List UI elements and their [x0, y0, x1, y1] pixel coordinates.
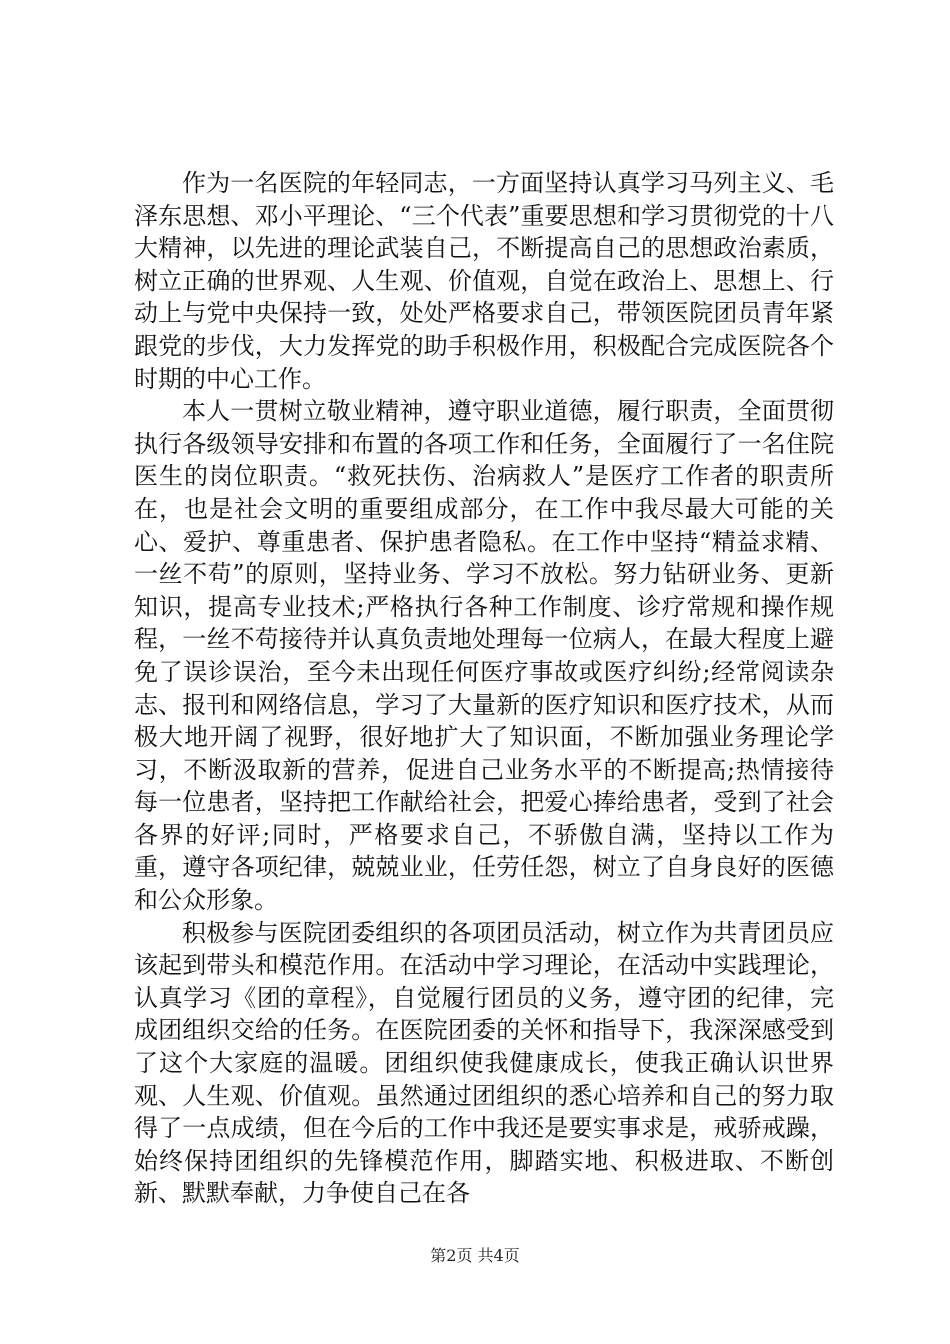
page-footer	[0, 1243, 950, 1266]
paragraph-2: 本人一贯树立敬业精神，遵守职业道德，履行职责，全面贯彻执行各级领导安排和布置的各项工作和任务，全面履行了一名住院医生的岗位职责。“救死扶伤、治病救人”是医疗工作者的职责所在，也是社会文明的重要组成部分，在工作中我尽最大可能的关心、爱护、尊重患者、保护患者隐私。在工作中坚持“精益求精、一丝不苟”的原则，坚持业务、学习不放松。努力钻研业务、更新知识，提高专业技术;严格执行各种工作制度、诊疗常规和操作规程，一丝不苟接待并认真负责地处理每一位病人，在最大程度上避免了误诊误治，至今未出现任何医疗事故或医疗纠纷;经常阅读杂志、报刊和网络信息，学习了大量新的医疗知识和医疗技术，从而极大地开阔了视野，很好地扩大了知识面，不断加强业务理论学习，不断汲取新的营养，促进自己业务水平的不断提高;热情接待每一位患者，坚持把工作献给社会，把爱心捧给患者，受到了社会各界的好评;同时，严格要求自己，不骄傲自满，坚持以工作为重，遵守各项纪律，兢兢业业，任劳任怨，树立了自身良好的医德和公众形象。	[134, 397, 834, 915]
document-body	[134, 167, 834, 1210]
page-number-label: 第2页 共4页	[430, 1246, 520, 1265]
paragraph-3: 积极参与医院团委组织的各项团员活动，树立作为共青团员应该起到带头和模范作用。在活动中学习理论，在活动中实践理论，认真学习《团的章程》，自觉履行团员的义务，遵守团的纪律，完成团组织交给的任务。在医院团委的关怀和指导下，我深深感受到了这个大家庭的温暖。团组织使我健康成长，使我正确认识世界观、人生观、价值观。虽然通过团组织的悉心培养和自己的努力取得了一点成绩，但在今后的工作中我还是要实事求是，戒骄戒躁，始终保持团组织的先锋模范作用，脚踏实地、积极进取、不断创新、默默奉献，力争使自己在各	[134, 918, 834, 1208]
paragraph-1: 作为一名医院的年轻同志，一方面坚持认真学习马列主义、毛泽东思想、邓小平理论、“三个代表”重要思想和学习贯彻党的十八大精神，以先进的理论武装自己，不断提高自己的思想政治素质，树立正确的世界观、人生观、价值观，自觉在政治上、思想上、行动上与党中央保持一致，处处严格要求自己，带领医院团员青年紧跟党的步伐，大力发挥党的助手积极作用，积极配合完成医院各个时期的中心工作。	[134, 169, 834, 393]
